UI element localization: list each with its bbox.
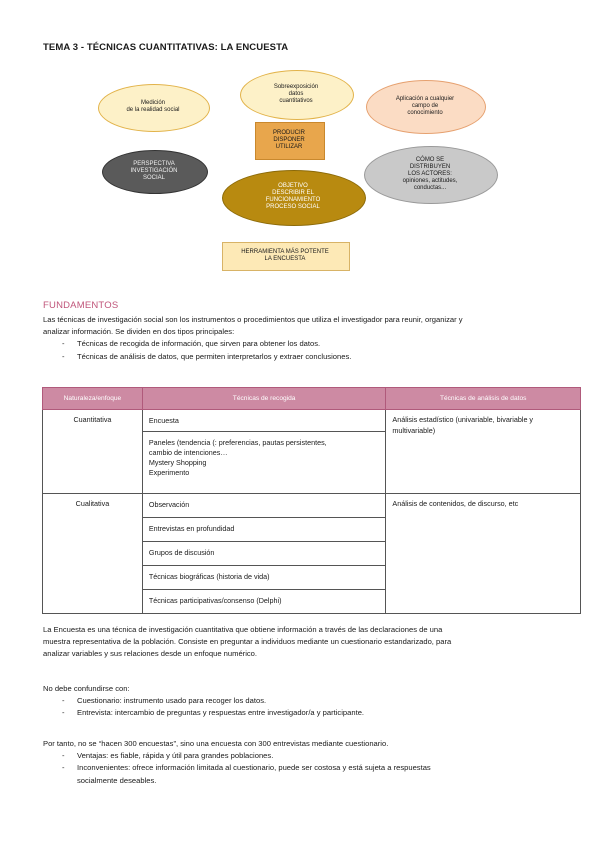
fundamentos-intro-line: Las técnicas de investigación social son los instrumentos o procedimientos que utiliza el investigador para reunir, organizar y [43,315,463,324]
table-cell-recogida [142,494,386,614]
table-cell-naturaleza [43,410,143,494]
recogida-item: Técnicas participativas/consenso (Delphi) [148,596,282,605]
portanto-bullet-list [43,750,588,787]
concept-diagram [90,66,510,278]
encuesta-line: muestra representativa de la población. Consiste en preguntar a individuos mediante un cuestionario estandarizado, para [43,637,452,647]
bullet-dash: - [62,696,65,706]
page-title: TEMA 3 - TÉCNICAS CUANTITATIVAS: LA ENCUESTA [43,42,289,53]
diagram-objetivo-text: OBJETIVO DESCRIBIR EL FUNCIONAMIENTO PROCESO SOCIAL [265,183,321,210]
fundamentos-heading: FUNDAMENTOS [43,300,119,311]
diagram-aplicacion-text: Aplicación a cualquier campo de conocimiento [395,95,455,116]
recogida-item: Técnicas biográficas (historia de vida) [143,566,386,590]
table-header-naturaleza: Naturaleza/enfoque [43,388,143,410]
techniques-table [42,387,581,614]
confundir-bullet-list [43,695,588,719]
table-cell-analisis [386,494,581,614]
bullet-dash: - [62,751,65,761]
table-cell-naturaleza [43,494,143,614]
list-item [43,750,588,762]
bullet-text: Ventajas: es fiable, rápida y útil para grandes poblaciones. [77,751,274,761]
bullet-text: Entrevista: intercambio de preguntas y respuestas entre investigador/a y participante. [77,708,365,718]
encuesta-line: analizar variables y sus relaciones desde un enfoque numérico. [43,649,258,659]
bullet-text: Técnicas de análisis de datos, que permiten interpretarlos y extraer conclusiones. [77,351,352,361]
recogida-item: Observación [143,494,386,518]
recogida-item: Encuesta [143,410,386,432]
list-item [43,775,588,787]
list-item [43,695,588,707]
fundamentos-bullet-list [43,338,588,362]
bullet-text: Cuestionario: instrumento usado para recoger los datos. [77,696,267,706]
recogida-item: Grupos de discusión [143,542,386,566]
diagram-herramienta-text: HERRAMIENTA MÁS POTENTE LA ENCUESTA [241,248,329,262]
cualitativa-label: Cualitativa [75,499,110,508]
list-item [43,338,588,350]
diagram-sobreexposicion-text: Sobreexposición datos cuantitativos [273,83,319,104]
bullet-dash: - [62,339,65,349]
analisis-text: Análisis estadístico (univariable, bivariable y multivariable) [392,415,534,435]
fundamentos-intro-line: analizar información. Se dividen en dos tipos principales: [43,327,235,337]
table-header-row [43,388,581,410]
table-row [43,410,581,494]
bullet-text: Técnicas de recogida de información, que sirven para obtener los datos. [77,339,321,349]
list-item [43,351,588,363]
diagram-medicion-text: Medición de la realidad social [126,100,180,113]
portanto-section [43,738,588,787]
table-cell-recogida [142,410,386,494]
bullet-text: socialmente deseables. [77,775,157,785]
diagram-producir-text: PRODUCIR DISPONER UTILIZAR [272,129,305,150]
diagram-perspectiva-text: PERSPECTIVA INVESTIGACIÓN SOCIAL [130,160,178,181]
table-row [43,494,581,614]
portanto-line: Por tanto, no se “hacen 300 encuestas”, sino una encuesta con 300 entrevistas mediante cuestionario. [43,739,389,748]
list-item [43,707,588,719]
recogida-item: Entrevistas en profundidad [143,518,386,542]
table-header-analisis: Técnicas de análisis de datos [386,388,581,410]
fundamentos-section [43,314,588,363]
cuantitativa-label: Cuantitativa [73,415,112,424]
confundir-heading: No debe confundirse con: [43,684,130,693]
bullet-dash: - [62,763,65,773]
table-cell-analisis [386,410,581,494]
encuesta-paragraph [43,624,588,661]
diagram-como-text: CÓMO SE DISTRIBUYEN LOS ACTORES: opiniones, actitudes, conductas... [402,156,458,191]
bullet-dash: - [62,708,65,718]
bullet-text: Inconvenientes: ofrece información limitada al cuestionario, puede ser costosa y está sujeta a respuestas [77,763,431,773]
recogida-item: Paneles (tendencia (: preferencias, pautas persistentes, cambio de intenciones… Mystery Shopping Experimento [148,438,327,477]
list-item [43,762,588,774]
confundir-section [43,683,588,720]
bullet-dash: - [62,351,65,361]
analisis-text: Análisis de contenidos, de discurso, etc [392,499,519,508]
encuesta-line: La Encuesta es una técnica de investigación cuantitativa que obtiene información a través de las declaraciones de una [43,625,443,634]
table-header-recogida: Técnicas de recogida [142,388,386,410]
